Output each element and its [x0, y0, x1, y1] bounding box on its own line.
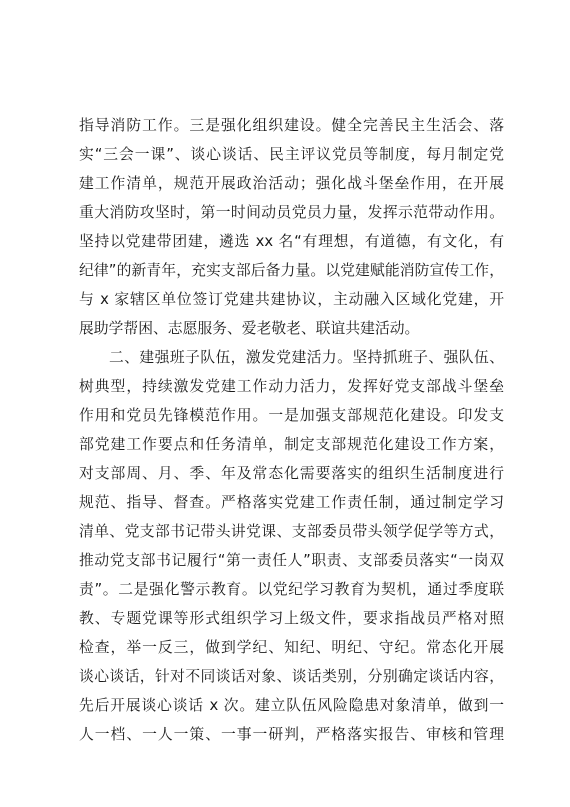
text-line: 实“三会一课”、谈心谈话、民主评议党员等制度，每月制定党 [79, 146, 504, 163]
text-line: 纪律”的新青年，充实支部后备力量。以党建赋能消防宣传工作， [79, 262, 504, 279]
body-text [79, 111, 504, 749]
text-line: 坚持以党建带团建，遴选 xx 名“有理想，有道德，有文化，有 [79, 233, 504, 250]
text-line-paragraph-start: 二、建强班子队伍，激发党建活力。坚持抓班子、强队伍、 [109, 349, 504, 366]
text-line: 人一档、一人一策、一事一研判，严格落实报告、审核和管理 [79, 726, 504, 743]
text-line: 对支部周、月、季、年及常态化需要落实的组织生活制度进行 [79, 465, 504, 482]
text-line: 规范、指导、督查。严格落实党建工作责任制，通过制定学习 [79, 494, 504, 511]
text-line: 重大消防攻坚时，第一时间动员党员力量，发挥示范带动作用。 [79, 204, 504, 221]
text-line: 责”。二是强化警示教育。以党纪学习教育为契机，通过季度联 [79, 581, 504, 598]
text-line-paragraph-end: 展助学帮困、志愿服务、爱老敬老、联谊共建活动。 [79, 320, 420, 337]
text-line: 教、专题党课等形式组织学习上级文件，要求指战员严格对照 [79, 610, 504, 627]
text-line: 谈心谈话，针对不同谈话对象、谈话类别，分别确定谈话内容， [79, 668, 504, 685]
text-line: 建工作清单，规范开展政治活动；强化战斗堡垒作用，在开展 [79, 175, 504, 192]
text-line: 推动党支部书记履行“第一责任人”职责、支部委员落实“一岗双 [79, 552, 504, 569]
text-line: 作用和党员先锋模范作用。一是加强支部规范化建设。印发支 [79, 407, 504, 424]
text-line: 指导消防工作。三是强化组织建设。健全完善民主生活会、落 [79, 117, 504, 134]
text-line: 清单、党支部书记带头讲党课、支部委员带头领学促学等方式， [79, 523, 504, 540]
text-line: 树典型，持续激发党建工作动力活力，发挥好党支部战斗堡垒 [79, 378, 504, 395]
text-line: 先后开展谈心谈话 x 次。建立队伍风险隐患对象清单，做到一 [79, 697, 504, 714]
text-line: 检查，举一反三，做到学纪、知纪、明纪、守纪。常态化开展 [79, 639, 504, 656]
text-line: 部党建工作要点和任务清单，制定支部规范化建设工作方案， [79, 436, 504, 453]
text-line: 与 x 家辖区单位签订党建共建协议，主动融入区域化党建，开 [79, 291, 504, 308]
